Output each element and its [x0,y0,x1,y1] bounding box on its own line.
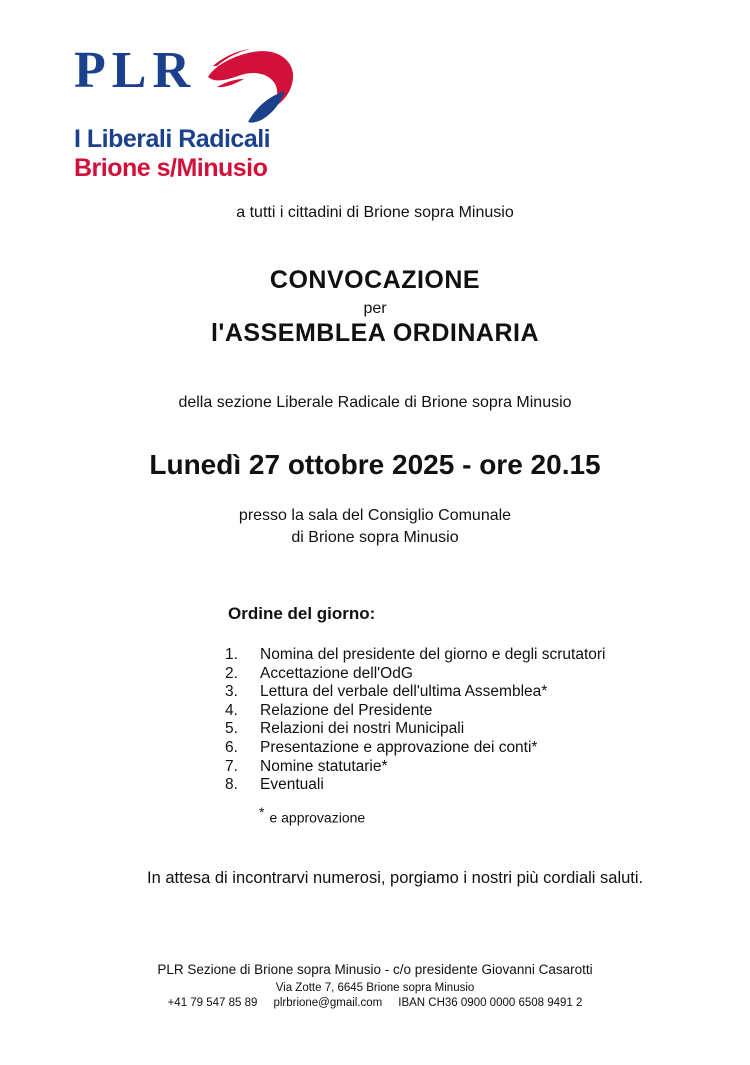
agenda-item-text: Presentazione e approvazione dei conti* [260,738,538,756]
salutation-line: a tutti i cittadini di Brione sopra Minusio [236,204,514,221]
agenda-item-text: Eventuali [260,776,324,794]
title-assemblea: l'ASSEMBLEA ORDINARIA [210,319,540,347]
agenda-item [225,665,606,684]
footer-phone: +41 79 547 85 89 [167,997,258,1009]
agenda-item-number: 8. [225,776,238,794]
footnote-marker: * [259,804,265,820]
footer-address-line: Via Zotte 7, 6645 Brione sopra Minusio [275,982,475,994]
agenda-item [225,739,606,758]
agenda-item [225,720,606,739]
footnote-text: e approvazione [269,809,366,826]
flame-swoosh-icon [206,46,298,124]
event-location-line1: presso la sala del Consiglio Comunale [238,507,512,524]
title-per: per [363,300,387,317]
event-datetime: Lunedì 27 ottobre 2025 - ore 20.15 [149,449,601,480]
agenda-item-number: 3. [225,683,238,701]
agenda-item-number: 6. [225,738,238,756]
agenda-item [225,776,606,795]
agenda-footnote [259,804,365,826]
agenda-item-text: Relazioni dei nostri Municipali [260,720,465,738]
agenda-item-number: 7. [225,757,238,775]
agenda-item-number: 5. [225,720,238,738]
agenda-item [225,683,606,702]
logo-subtitle: I Liberali Radicali [74,125,271,153]
agenda-list [225,646,606,795]
agenda-item-text: Relazione del Presidente [260,701,433,719]
agenda-item [225,758,606,777]
section-line: della sezione Liberale Radicale di Brione sopra Minusio [178,394,572,411]
agenda-item [225,702,606,721]
plr-logo [74,44,298,182]
agenda-item-text: Nomine statutarie* [260,757,388,775]
title-convocazione: CONVOCAZIONE [269,266,481,294]
agenda-item-text: Accettazione dell'OdG [260,664,413,682]
closing-paragraph: In attesa di incontrarvi numerosi, porgiamo i nostri più cordiali saluti. [147,869,644,887]
agenda-item [225,646,606,665]
footer-organization-line: PLR Sezione di Brione sopra Minusio - c/o presidente Giovanni Casarotti [157,962,593,977]
agenda-item-number: 2. [225,664,238,682]
agenda-item-number: 1. [225,646,238,663]
agenda-item-text: Nomina del presidente del giorno e degli scrutatori [260,646,606,663]
footer-iban: IBAN CH36 0900 0000 6508 9491 2 [398,997,583,1009]
footer-email: plrbrione@gmail.com [273,997,383,1009]
logo-location: Brione s/Minusio [74,154,268,182]
agenda-item-text: Lettura del verbale dell'ultima Assemblea* [260,683,548,701]
agenda-heading: Ordine del giorno: [228,604,376,623]
footer-contact-line [0,997,750,1009]
event-location-line2: di Brione sopra Minusio [291,529,459,546]
logo-acronym: PLR [74,42,196,99]
agenda-item-number: 4. [225,701,238,719]
